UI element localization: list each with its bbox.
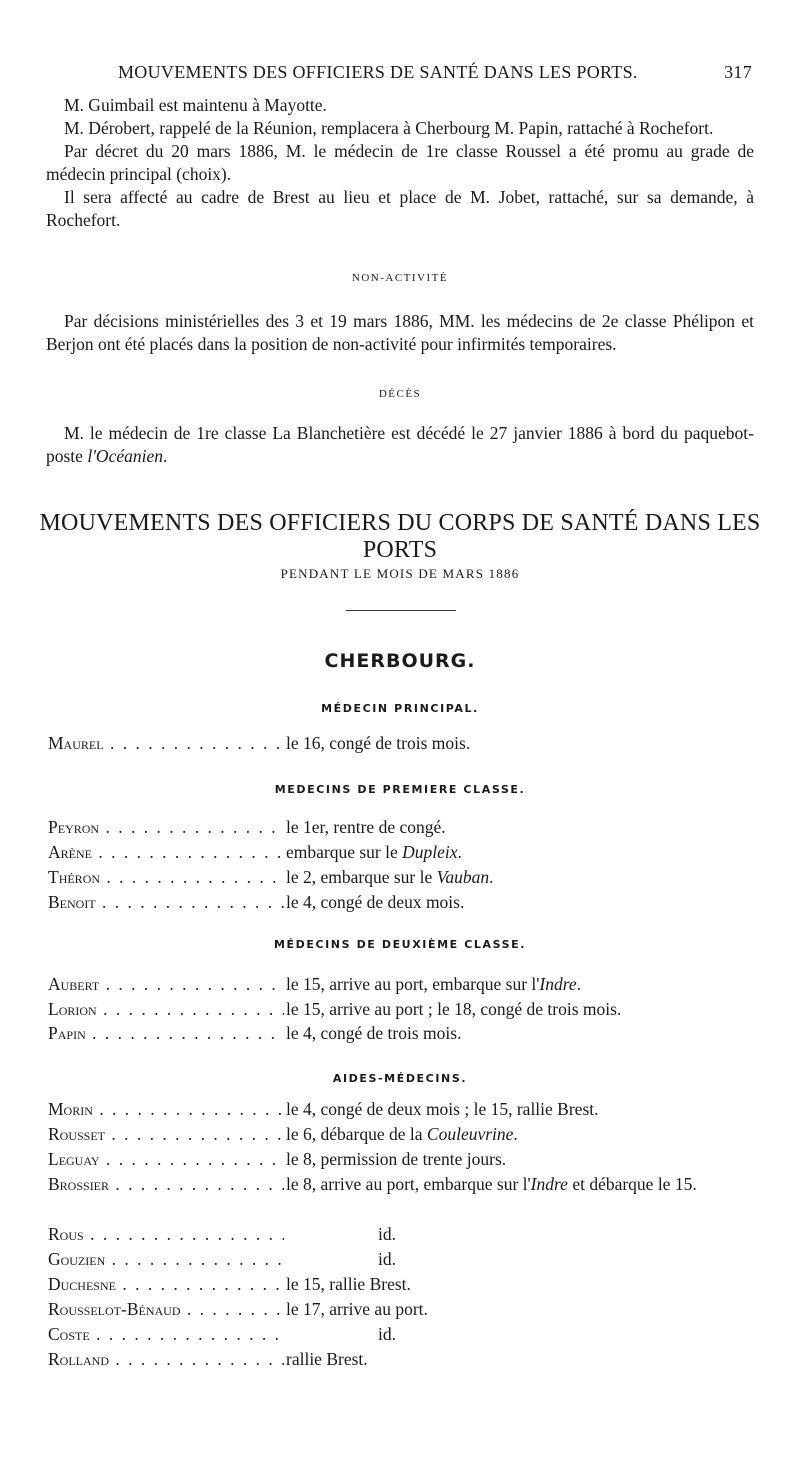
movement-text-after: et débarque le 15.: [567, 1174, 697, 1194]
officer-movement: le 8, permission de trente jours.: [286, 1149, 507, 1169]
deces-text-after: .: [163, 446, 168, 466]
officer-movement: le 16, congé de trois mois.: [286, 733, 471, 753]
officer-name: Brossier . . .: [48, 1173, 284, 1195]
ship-name: Couleuvrine: [426, 1124, 514, 1144]
officer-name: Théron . . .: [48, 866, 284, 888]
running-head: [108, 62, 752, 83]
non-activite-block: [46, 310, 754, 356]
officer-movement: le 4, congé de deux mois.: [286, 892, 465, 912]
main-title: MOUVEMENTS DES OFFICIERS DU CORPS DE SANTÉ DANS LES PORTS: [39, 510, 761, 563]
ship-name: Dupleix: [402, 842, 458, 862]
officer-movement: le 1er, rentre de congé.: [286, 817, 446, 837]
officer-movement: [286, 973, 764, 995]
officer-name: Rousselot-Bénaud . . .: [48, 1298, 284, 1320]
officer-movement: id.: [378, 1224, 396, 1244]
officer-name: Aubert . . .: [48, 973, 284, 995]
officer-movement: [286, 841, 764, 863]
ship-name: Indre: [530, 1174, 568, 1194]
officer-movement: id.: [378, 1249, 396, 1269]
officer-name: Rolland . . .: [48, 1348, 284, 1370]
intro-paragraph-3: Par décret du 20 mars 1886, M. le médecin de 1re classe Roussel a été promu au grade de médecin principal (choix).: [46, 141, 754, 184]
deces-heading: DÉCÈS: [378, 388, 422, 400]
intro-paragraph-4: Il sera affecté au cadre de Brest au lieu et place de M. Jobet, rattaché, sur sa demande, à Rochefort.: [46, 187, 754, 230]
movement-text-after: .: [489, 867, 494, 887]
running-head-title: MOUVEMENTS DES OFFICIERS DE SANTÉ DANS LES PORTS.: [118, 62, 638, 82]
deces-ship-name: l'Océanien: [87, 446, 163, 466]
officer-name: Papin . . .: [48, 1022, 284, 1044]
officer-name: Maurel . . .: [48, 732, 284, 754]
intro-paragraph-2: M. Dérobert, rappelé de la Réunion, remplacera à Cherbourg M. Papin, rattaché à Rochefort.: [64, 118, 714, 138]
movement-text-before: le 2, embarque sur le: [286, 867, 437, 887]
movement-text-after: .: [457, 842, 462, 862]
ship-name: Vauban: [436, 867, 490, 887]
section-heading-premiere-classe: MEDECINS DE PREMIERE CLASSE.: [274, 783, 526, 796]
officer-name: Gouzien . . .: [48, 1248, 284, 1270]
officer-name: Lorion . . .: [48, 998, 284, 1020]
non-activite-heading: NON-ACTIVITÉ: [351, 272, 449, 284]
officer-name: Duchesne . . .: [48, 1273, 284, 1295]
officer-movement: rallie Brest.: [286, 1349, 368, 1369]
officer-name: Arène . . .: [48, 841, 284, 863]
officer-movement: le 4, congé de deux mois ; le 15, rallie Brest.: [286, 1099, 599, 1119]
intro-block: [46, 94, 754, 232]
deces-block: [46, 422, 754, 468]
city-heading: CHERBOURG.: [324, 650, 476, 672]
officer-movement: [286, 1123, 764, 1145]
movement-text-after: .: [576, 974, 582, 994]
officer-name: Peyron . . .: [48, 816, 284, 838]
section-heading-deuxieme-classe: MÉDECINS DE DEUXIÈME CLASSE.: [273, 938, 527, 951]
officer-name: Rous . . .: [48, 1223, 284, 1245]
officer-movement: le 4, congé de trois mois.: [286, 1023, 462, 1043]
ship-name: Indre: [539, 974, 577, 994]
section-heading-medecin-principal: MÉDECIN PRINCIPAL.: [321, 702, 479, 715]
movement-text-before: le 6, débarque de la: [286, 1124, 427, 1144]
intro-paragraph-1: M. Guimbail est maintenu à Mayotte.: [64, 95, 327, 115]
deces-text-before: M. le médecin de 1re classe La Blanchetière est décédé le 27 janvier 1886 à bord du paquebot-poste: [46, 423, 754, 466]
page-number: 317: [724, 62, 752, 82]
officer-name: Benoit . . .: [48, 891, 284, 913]
movement-text-before: le 15, arrive au port, embarque sur l': [286, 974, 540, 994]
deces-text: [46, 422, 754, 468]
movement-text-after: .: [513, 1124, 518, 1144]
officer-movement: le 17, arrive au port.: [286, 1299, 428, 1319]
officer-name: Morin . . .: [48, 1098, 284, 1120]
movement-text-before: embarque sur le: [286, 842, 403, 862]
subtitle: PENDANT LE MOIS DE MARS 1886: [280, 566, 520, 581]
section-heading-aides-medecins: AIDES-MÉDECINS.: [332, 1072, 468, 1085]
officer-movement: [286, 866, 764, 888]
officer-name: Rousset . . .: [48, 1123, 284, 1145]
officer-movement: le 15, rallie Brest.: [286, 1274, 411, 1294]
non-activite-text: Par décisions ministérielles des 3 et 19 mars 1886, MM. les médecins de 2e classe Phélipon et Berjon ont été placés dans la position de non-activité pour infirmités temporaires.: [46, 311, 754, 354]
officer-movement: [286, 1173, 764, 1195]
officer-movement: le 15, arrive au port ; le 18, congé de trois mois.: [286, 999, 622, 1019]
officer-movement: id.: [378, 1324, 396, 1344]
officer-name: Coste . . .: [48, 1323, 284, 1345]
movement-text-before: le 8, arrive au port, embarque sur l': [286, 1174, 531, 1194]
title-rule: [346, 610, 456, 611]
officer-name: Leguay . . .: [48, 1148, 284, 1170]
